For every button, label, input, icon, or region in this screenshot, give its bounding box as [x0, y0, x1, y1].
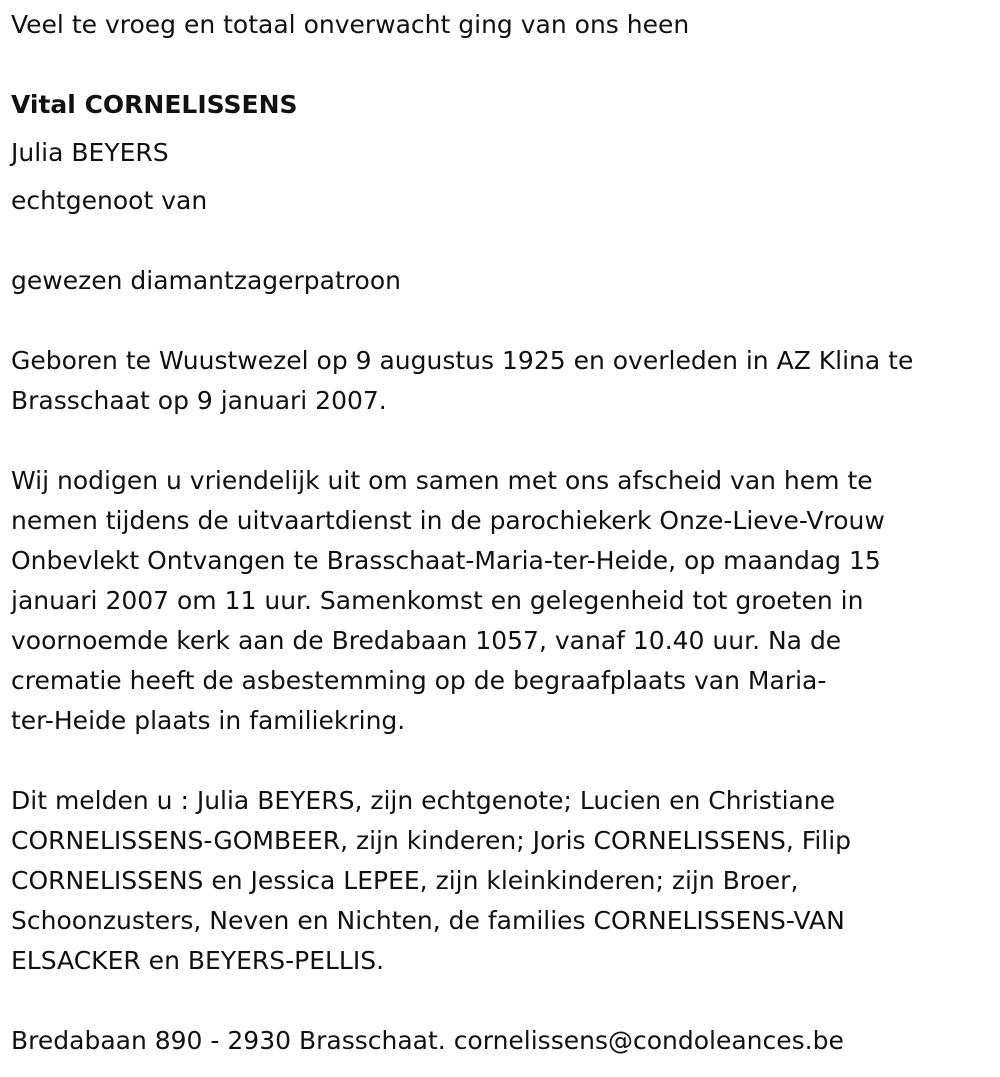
birth-death-line: Geboren te Wuustwezel op 9 augustus 1925 en overleden in AZ Klina te — [11, 346, 914, 375]
invitation-line: Onbevlekt Ontvangen te Brasschaat-Maria-ter-Heide, op maandag 15 — [11, 546, 881, 575]
contact-row — [11, 1021, 844, 1061]
spouse-name: Julia BEYERS — [11, 138, 169, 167]
intro-text: Veel te vroeg en totaal onverwacht ging van ons heen — [11, 10, 690, 39]
invitation-line: Wij nodigen u vriendelijk uit om samen met ons afscheid van hem te — [11, 466, 873, 495]
contact-address: Bredabaan 890 - 2930 Brasschaat. — [11, 1026, 446, 1055]
announcement-line: CORNELISSENS-GOMBEER, zijn kinderen; Joris CORNELISSENS, Filip — [11, 826, 852, 855]
deceased-name: Vital CORNELISSENS — [11, 90, 298, 119]
announcement-line: CORNELISSENS en Jessica LEPEE, zijn kleinkinderen; zijn Broer, — [11, 866, 799, 895]
announcement-line: ELSACKER en BEYERS-PELLIS. — [11, 946, 385, 975]
invitation-line: crematie heeft de asbestemming op de begraafplaats van Maria- — [11, 666, 827, 695]
contact-email[interactable]: cornelissens@condoleances.be — [453, 1026, 844, 1055]
occupation-text: gewezen diamantzagerpatroon — [11, 266, 401, 295]
announcement-line: Dit melden u : Julia BEYERS, zijn echtgenote; Lucien en Christiane — [11, 786, 836, 815]
announcement-line: Schoonzusters, Neven en Nichten, de families CORNELISSENS-VAN — [11, 906, 845, 935]
invitation-line: ter-Heide plaats in familiekring. — [11, 706, 406, 735]
relation-text: echtgenoot van — [11, 186, 208, 215]
invitation-paragraph — [11, 461, 885, 741]
invitation-line: nemen tijdens de uitvaartdienst in de parochiekerk Onze-Lieve-Vrouw — [11, 506, 885, 535]
announcement-paragraph — [11, 781, 851, 981]
invitation-line: januari 2007 om 11 uur. Samenkomst en gelegenheid tot groeten in — [11, 586, 864, 615]
invitation-line: voornoemde kerk aan de Bredabaan 1057, vanaf 10.40 uur. Na de — [11, 626, 842, 655]
birth-death-line: Brasschaat op 9 januari 2007. — [11, 386, 387, 415]
contact-line — [11, 1021, 844, 1061]
birth-death-paragraph — [11, 341, 913, 421]
